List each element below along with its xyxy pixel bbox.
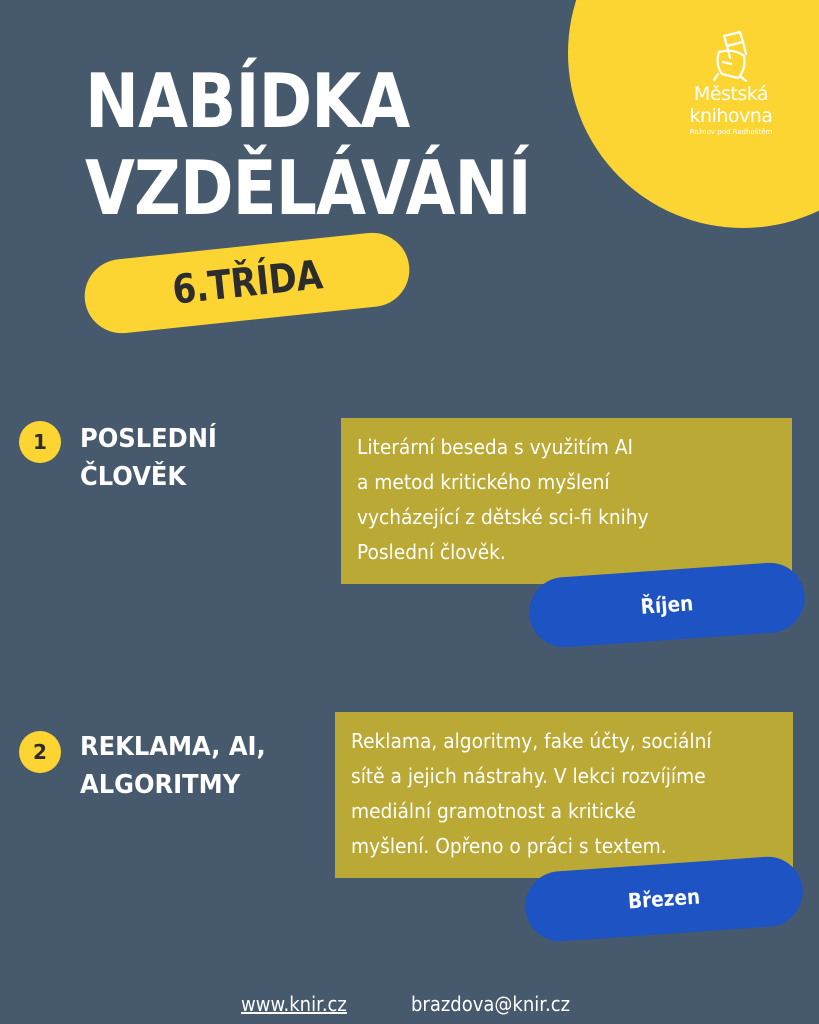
grade-label: 6.TŘÍDA <box>169 252 325 314</box>
page-title <box>85 58 531 232</box>
email-contact[interactable]: brazdova@knir.cz <box>411 992 571 1016</box>
logo-subtitle: Rožnov pod Radhoštěm <box>689 128 773 136</box>
item-title <box>80 728 266 804</box>
item-number-badge: 2 <box>19 731 61 773</box>
description-line: myšlení. Opřeno o práci s textem. <box>351 834 667 858</box>
item-title-line1: POSLEDNÍ <box>80 424 217 454</box>
title-line2: VZDĚLÁVÁNÍ <box>85 144 531 232</box>
month-label: Říjen <box>639 591 695 619</box>
item-number-badge: 1 <box>19 421 61 463</box>
logo-name-line1: Městská <box>693 83 769 105</box>
description-line: Reklama, algoritmy, fake účty, sociální <box>351 729 712 753</box>
item-title-line1: REKLAMA, AI, <box>80 732 266 762</box>
logo-name-line2: knihovna <box>689 105 773 127</box>
item-description-box <box>341 418 792 584</box>
item-title <box>80 420 217 496</box>
month-label: Březen <box>627 884 701 914</box>
library-logo[interactable] <box>676 30 786 137</box>
item-title-line2: ALGORITMY <box>80 770 241 800</box>
description-line: sítě a jejich nástrahy. V lekci rozvíjíme <box>351 764 706 788</box>
description-line: Literární beseda s využitím AI <box>357 435 634 459</box>
library-mascot-icon <box>710 30 752 82</box>
description-line: a metod kritického myšlení <box>357 470 610 494</box>
item-description-box <box>335 712 793 878</box>
website-link[interactable]: www.knir.cz <box>241 992 347 1016</box>
title-line1: NABÍDKA <box>85 57 410 145</box>
description-line: mediální gramotnost a kritické <box>351 799 636 823</box>
description-line: Poslední člověk. <box>357 540 506 564</box>
grade-badge <box>81 229 413 337</box>
description-line: vycházející z dětské sci-fi knihy <box>357 505 649 529</box>
item-title-line2: ČLOVĚK <box>80 462 187 492</box>
